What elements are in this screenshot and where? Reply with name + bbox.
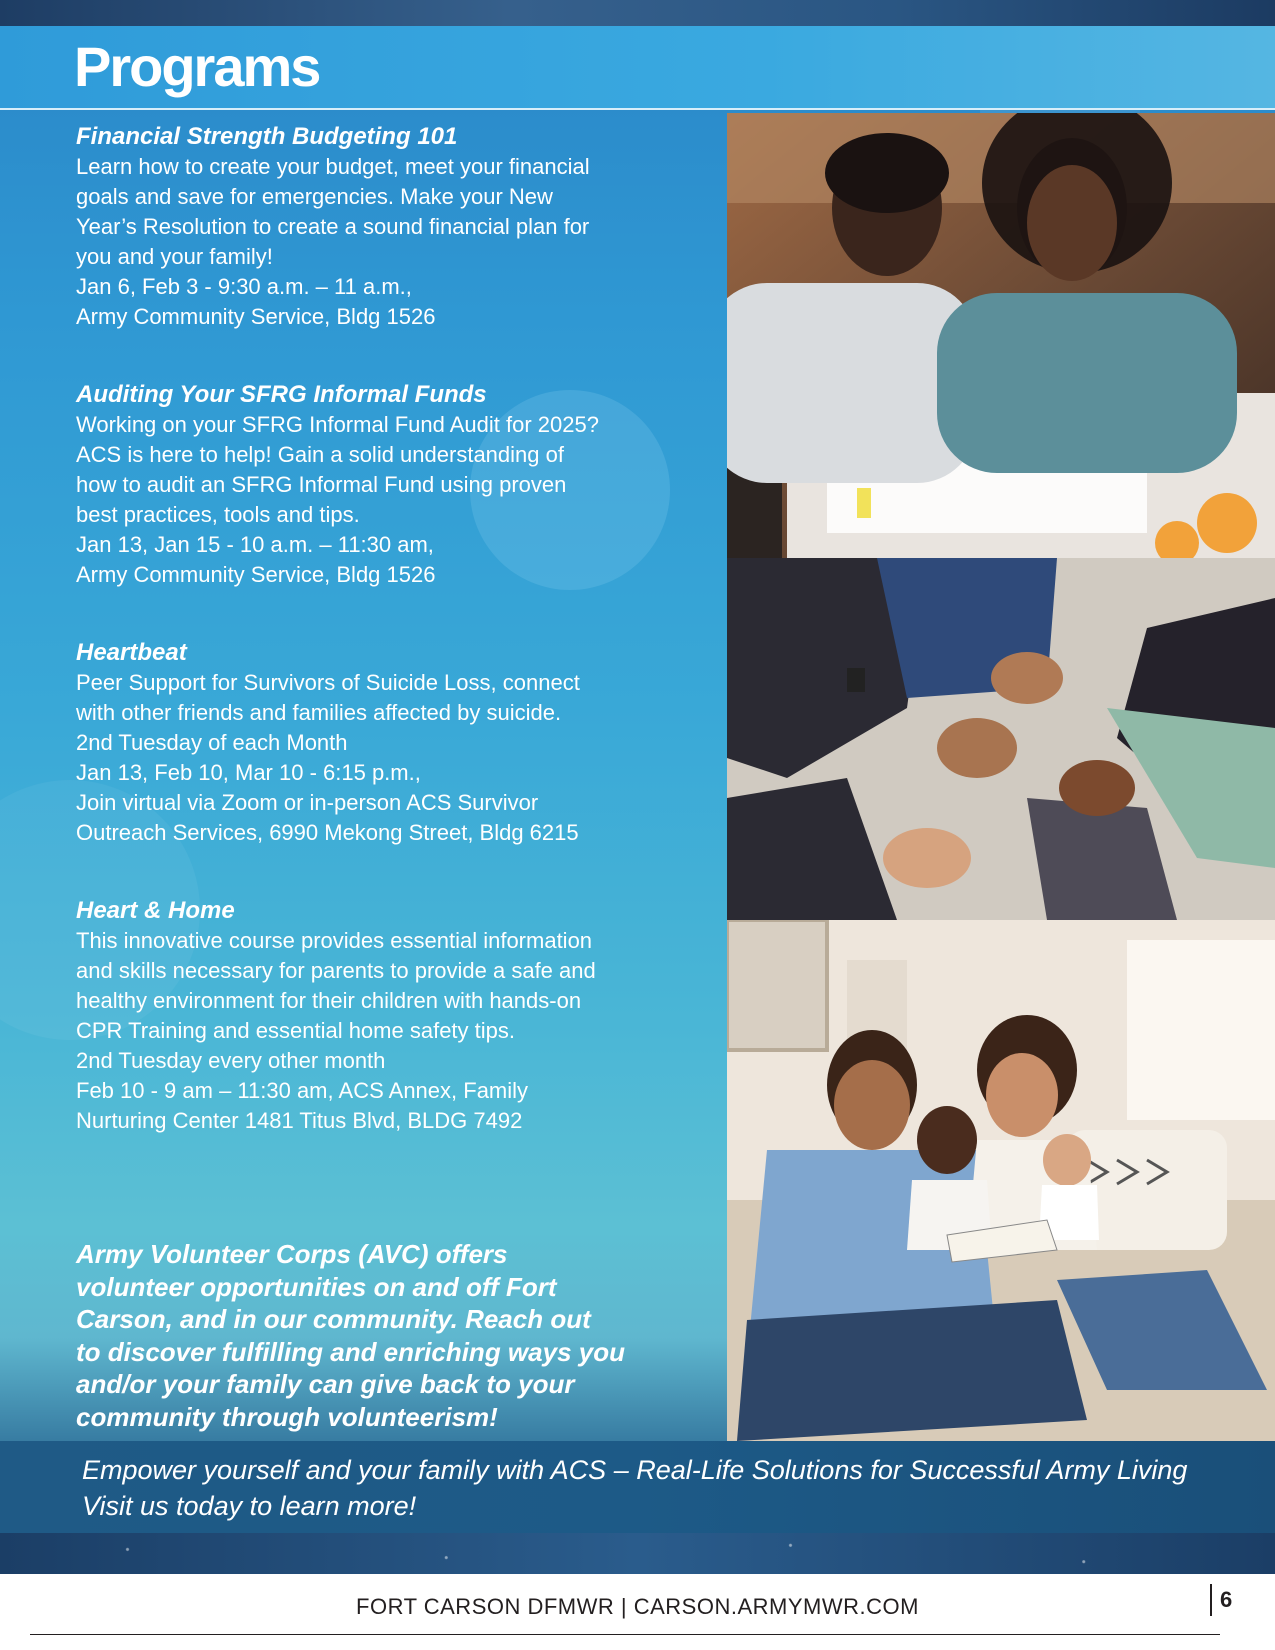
page-title: Programs	[74, 35, 320, 98]
program-heartbeat	[76, 638, 716, 848]
photo-family-reading	[727, 920, 1275, 1441]
program-line: Outreach Services, 6990 Mekong Street, Bldg 6215	[76, 820, 579, 845]
avc-line: community through volunteerism!	[76, 1401, 498, 1432]
program-line: 2nd Tuesday every other month	[76, 1048, 386, 1073]
avc-callout	[76, 1238, 676, 1433]
program-line: Jan 13, Jan 15 - 10 a.m. – 11:30 am,	[76, 532, 434, 557]
program-line: Jan 6, Feb 3 - 9:30 a.m. – 11 a.m.,	[76, 274, 412, 299]
program-title: Auditing Your SFRG Informal Funds	[76, 381, 487, 408]
program-title: Financial Strength Budgeting 101	[76, 123, 458, 150]
avc-line: Carson, and in our community. Reach out	[76, 1304, 591, 1334]
program-line: healthy environment for their children with hands-on	[76, 988, 582, 1013]
program-line: Feb 10 - 9 am – 11:30 am, ACS Annex, Family	[76, 1078, 529, 1103]
photo-couple-budgeting	[727, 113, 1275, 558]
program-line: Nurturing Center 1481 Titus Blvd, BLDG 7492	[76, 1108, 523, 1133]
program-auditing-sfrg	[76, 380, 716, 590]
program-line: Working on your SFRG Informal Fund Audit for 2025?	[76, 412, 599, 437]
program-line: This innovative course provides essential information	[76, 928, 593, 953]
program-line: Jan 13, Feb 10, Mar 10 - 6:15 p.m.,	[76, 760, 421, 785]
program-line: Army Community Service, Bldg 1526	[76, 304, 436, 329]
program-line: Learn how to create your budget, meet your financial	[76, 154, 590, 179]
program-line: Army Community Service, Bldg 1526	[76, 562, 436, 587]
avc-line: volunteer opportunities on and off Fort	[76, 1271, 557, 1302]
program-line: with other friends and families affected by suicide.	[76, 700, 562, 725]
avc-line: to discover fulfilling and enriching ways you	[76, 1336, 625, 1367]
avc-line: and/or your family can give back to your	[76, 1369, 575, 1399]
program-line: 2nd Tuesday of each Month	[76, 730, 348, 755]
program-line: Peer Support for Survivors of Suicide Loss, connect	[76, 670, 580, 695]
photo-support-circle	[727, 558, 1275, 920]
photo-column	[727, 113, 1275, 1441]
program-line: Year’s Resolution to create a sound financial plan for	[76, 214, 590, 239]
program-line: Join virtual via Zoom or in-person ACS Survivor	[76, 790, 539, 815]
program-line: goals and save for emergencies. Make your New	[76, 184, 553, 209]
page-footer	[0, 1574, 1275, 1650]
footer-rule	[30, 1634, 1220, 1635]
banner-call-to-action: Visit us today to learn more!	[82, 1491, 417, 1521]
program-financial-strength	[76, 122, 716, 332]
avc-line: Army Volunteer Corps (AVC) offers	[76, 1239, 508, 1269]
program-title: Heartbeat	[76, 639, 187, 666]
program-line: and skills necessary for parents to provide a safe and	[76, 958, 596, 983]
page-number: 6	[1210, 1584, 1232, 1616]
program-heart-and-home	[76, 896, 716, 1136]
starry-decoration-strip	[0, 1533, 1275, 1574]
program-line: you and your family!	[76, 244, 273, 269]
program-title: Heart & Home	[76, 897, 235, 924]
program-line: how to audit an SFRG Informal Fund using proven	[76, 472, 567, 497]
program-line: best practices, tools and tips.	[76, 502, 360, 527]
program-line: CPR Training and essential home safety tips.	[76, 1018, 516, 1043]
footer-text: FORT CARSON DFMWR | CARSON.ARMYMWR.COM	[356, 1594, 919, 1619]
acs-banner	[0, 1441, 1275, 1533]
top-decorative-strip	[0, 0, 1275, 26]
program-line: ACS is here to help! Gain a solid understanding of	[76, 442, 564, 467]
banner-tagline: Empower yourself and your family with ACS – Real-Life Solutions for Successful Army Living	[82, 1455, 1188, 1485]
